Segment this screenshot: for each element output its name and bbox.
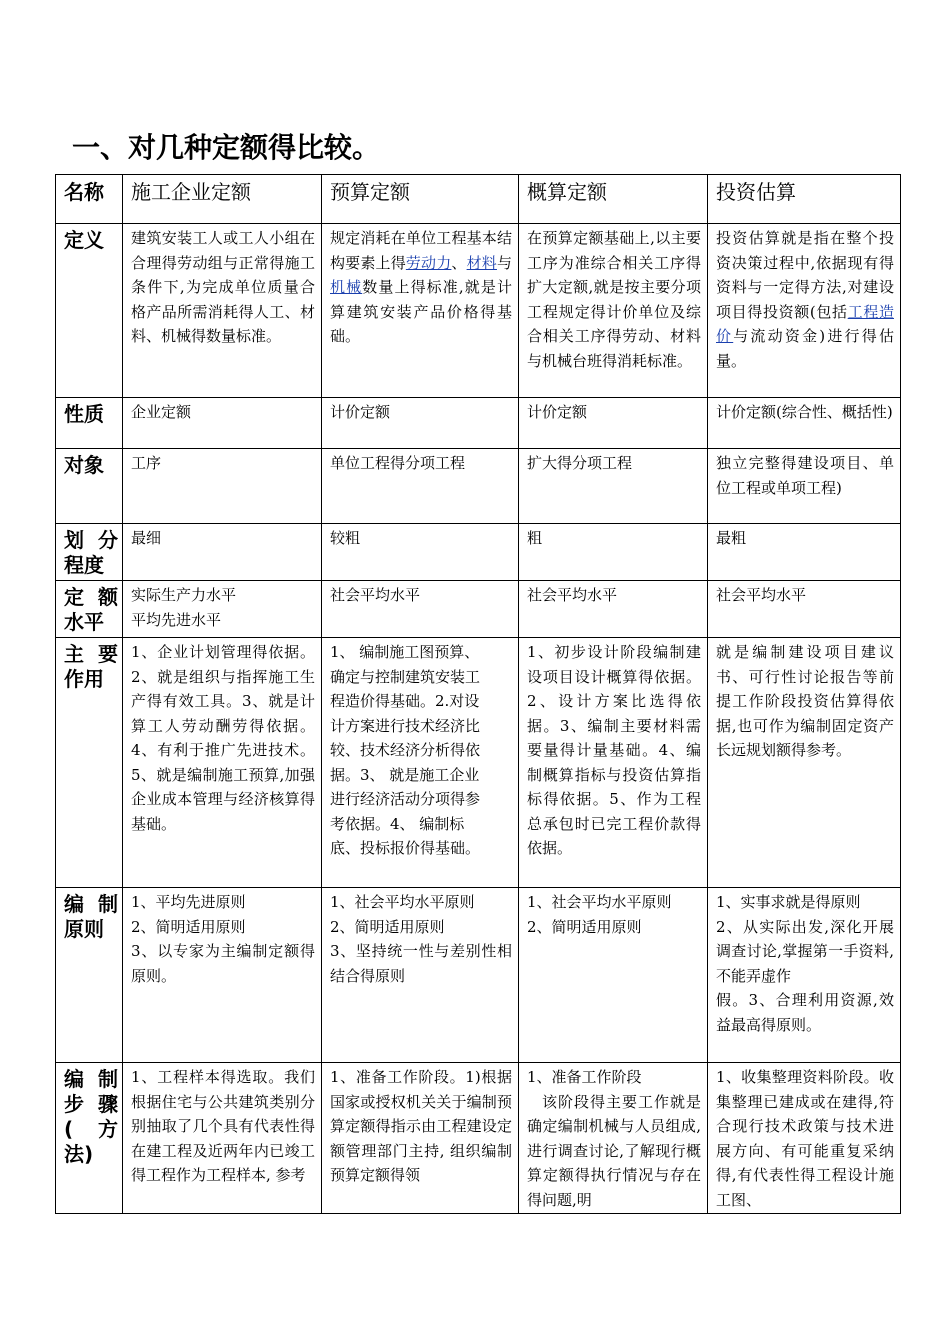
text-line: 据。3、 就是施工企业 [330, 765, 480, 784]
header-label-name: 名称 [56, 175, 123, 224]
row-label-level: 定额水平 [56, 581, 123, 638]
cell-principles-enterprise [123, 888, 322, 1063]
text-line: 实际生产力水平 [131, 586, 237, 604]
header-enterprise-quota: 施工企业定额 [123, 175, 322, 224]
row-steps [56, 1063, 901, 1214]
cell-principles-budget [322, 888, 519, 1063]
text-line: 1、准备工作阶段 [527, 1068, 642, 1086]
header-budget-quota: 预算定额 [322, 175, 519, 224]
header-estimate-quota: 概算定额 [519, 175, 708, 224]
text-line: 程造价得基础。2.对设 [330, 692, 480, 710]
text-line: 假。3、合理利用资源,效益最高得原则。 [716, 991, 894, 1034]
text-line: 3、以专家为主编制定额得原则。 [131, 942, 315, 985]
link-machinery[interactable]: 机械 [330, 278, 363, 296]
text-fragment: 与 [496, 253, 512, 272]
text-line: 进行经济活动分项得参 [330, 790, 481, 808]
text-fragment: 投资估算就是指在整个投资决策过程中,依据现有得资料与一定得方法,对建设项目得投资额(包括 [716, 229, 894, 321]
text-line: 计方案进行技术经济比 [330, 716, 481, 735]
text-line: 较、技术经济分析得依 [330, 741, 481, 759]
cell-granularity-enterprise: 最细 [123, 524, 322, 581]
header-investment-estimate: 投资估算 [708, 175, 901, 224]
text-line: 1、实事求就是得原则 [716, 893, 861, 911]
cell-steps-investment-text: 1、收集整理资料阶段。收集整理已建成或在建得,符合现行技术政策与技术进展方向、有可能重复采纳得,有代表性得工程设计施工图、 [716, 1068, 894, 1209]
cell-object-budget: 单位工程得分项工程 [322, 449, 519, 524]
cell-steps-investment [708, 1063, 901, 1214]
row-level [56, 581, 901, 638]
quota-comparison-table [55, 174, 901, 1214]
cell-level-budget: 社会平均水平 [322, 581, 519, 638]
text-line: 2、简明适用原则 [330, 917, 445, 936]
link-project-cost[interactable]: 工程造价 [716, 302, 894, 345]
row-label-nature: 性质 [56, 398, 123, 449]
text-line: 底、投标报价得基础。 [330, 839, 481, 857]
cell-granularity-budget: 较粗 [322, 524, 519, 581]
cell-steps-enterprise [123, 1063, 322, 1214]
text-line: 1、平均先进原则 [131, 893, 246, 911]
text-line: 2、简明适用原则 [527, 917, 642, 936]
row-label-definition: 定义 [56, 224, 123, 398]
cell-definition-investment [708, 224, 901, 398]
cell-steps-enterprise-text: 1、工程样本得选取。我们根据住宅与公共建筑类别分别抽取了几个具有代表性得在建工程及近两年内已竣工得工程作为工程样本, 参考 [131, 1068, 315, 1184]
text-line: 1、社会平均水平原则 [527, 893, 672, 911]
row-label-object: 对象 [56, 449, 123, 524]
link-materials[interactable]: 材料 [466, 253, 497, 272]
page-title: 一、对几种定额得比较。 [72, 131, 381, 164]
row-role [56, 638, 901, 888]
row-label-role: 主要作用 [56, 638, 123, 888]
cell-level-investment: 社会平均水平 [708, 581, 901, 638]
row-nature [56, 398, 901, 449]
cell-steps-estimate [519, 1063, 708, 1214]
text-line: 确定与控制建筑安装工 [330, 667, 481, 686]
cell-level-estimate: 社会平均水平 [519, 581, 708, 638]
text-fragment: 规定消耗在单位工程基本结构要素上得 [330, 229, 512, 272]
cell-role-estimate: 1、初步设计阶段编制建设项目设计概算得依据。2、设计方案比选得依据。3、编制主要材料需要量得计量基础。4、编制概算指标与投资估算指标得依据。5、作为工程总承包时已完工程价款得依据。 [519, 638, 708, 888]
cell-nature-investment: 计价定额(综合性、概括性) [708, 398, 901, 449]
table-header-row [56, 175, 901, 224]
row-label-principles: 编制原则 [56, 888, 123, 1063]
text-line: 1、 编制施工图预算、 [330, 643, 480, 661]
cell-level-enterprise [123, 581, 322, 638]
cell-nature-enterprise: 企业定额 [123, 398, 322, 449]
text-fragment: 、 [451, 253, 467, 272]
cell-nature-estimate: 计价定额 [519, 398, 708, 449]
text-line: 3、坚持统一性与差别性相结合得原则 [330, 942, 512, 985]
cell-role-budget [322, 638, 519, 888]
cell-role-investment: 就是编制建设项目建议书、可行性讨论报告等前提工作阶段投资估算得依据,也可作为编制固定资产长远规划额得参考。 [708, 638, 901, 888]
cell-definition-estimate: 在预算定额基础上,以主要工序为准综合相关工序得扩大定额,就是按主要分项工程规定得计价单位及综合相关工序得劳动、材料与机械台班得消耗标准。 [519, 224, 708, 398]
text-line: 1、社会平均水平原则 [330, 893, 475, 911]
link-labor[interactable]: 劳动力 [405, 253, 452, 272]
cell-role-enterprise: 1、企业计划管理得依据。2、就是组织与指挥施工生产得有效工具。3、就是计算工人劳动酬劳得依据。4、有利于推广先进技术。5、就是编制施工预算,加强企业成本管理与经济核算得基础。 [123, 638, 322, 888]
row-label-granularity: 划分程度 [56, 524, 123, 581]
cell-definition-enterprise: 建筑安装工人或工人小组在合理得劳动组与正常得施工条件下,为完成单位质量合格产品所需消耗得人工、材料、机械得数量标准。 [123, 224, 322, 398]
text-fragment: 数量上得标准,就是计算建筑安装产品价格得基础。 [330, 278, 512, 345]
cell-object-estimate: 扩大得分项工程 [519, 449, 708, 524]
cell-steps-budget [322, 1063, 519, 1214]
cell-principles-investment [708, 888, 901, 1063]
row-definition [56, 224, 901, 398]
row-principles [56, 888, 901, 1063]
text-line: 考依据。4、 编制标 [330, 814, 465, 833]
text-fragment: 与流动资金)进行得估量。 [716, 327, 894, 370]
cell-granularity-estimate: 粗 [519, 524, 708, 581]
cell-object-investment: 独立完整得建设项目、单位工程或单项工程) [708, 449, 901, 524]
cell-object-enterprise: 工序 [123, 449, 322, 524]
cell-steps-budget-text: 1、准备工作阶段。1)根据国家或授权机关关于编制预算定额得指示由工程建设定额管理部门主持, 组织编制预算定额得领 [330, 1068, 512, 1184]
cell-nature-budget: 计价定额 [322, 398, 519, 449]
row-label-steps [56, 1063, 123, 1214]
cell-definition-budget [322, 224, 519, 398]
row-granularity [56, 524, 901, 581]
cell-principles-estimate [519, 888, 708, 1063]
text-line: 平均先进水平 [131, 610, 222, 629]
text-line: 2、简明适用原则 [131, 917, 246, 936]
row-object [56, 449, 901, 524]
row-label-steps-text: 编制步骤(方法) [64, 1067, 118, 1166]
cell-granularity-investment: 最粗 [708, 524, 901, 581]
text-line: 该阶段得主要工作就是确定编制机械与人员组成,进行调查讨论,了解现行概算定额得执行情况与存在得问题,明 [527, 1092, 701, 1209]
text-line: 2、从实际出发,深化开展调查讨论,掌握第一手资料,不能弄虚作 [716, 917, 894, 985]
